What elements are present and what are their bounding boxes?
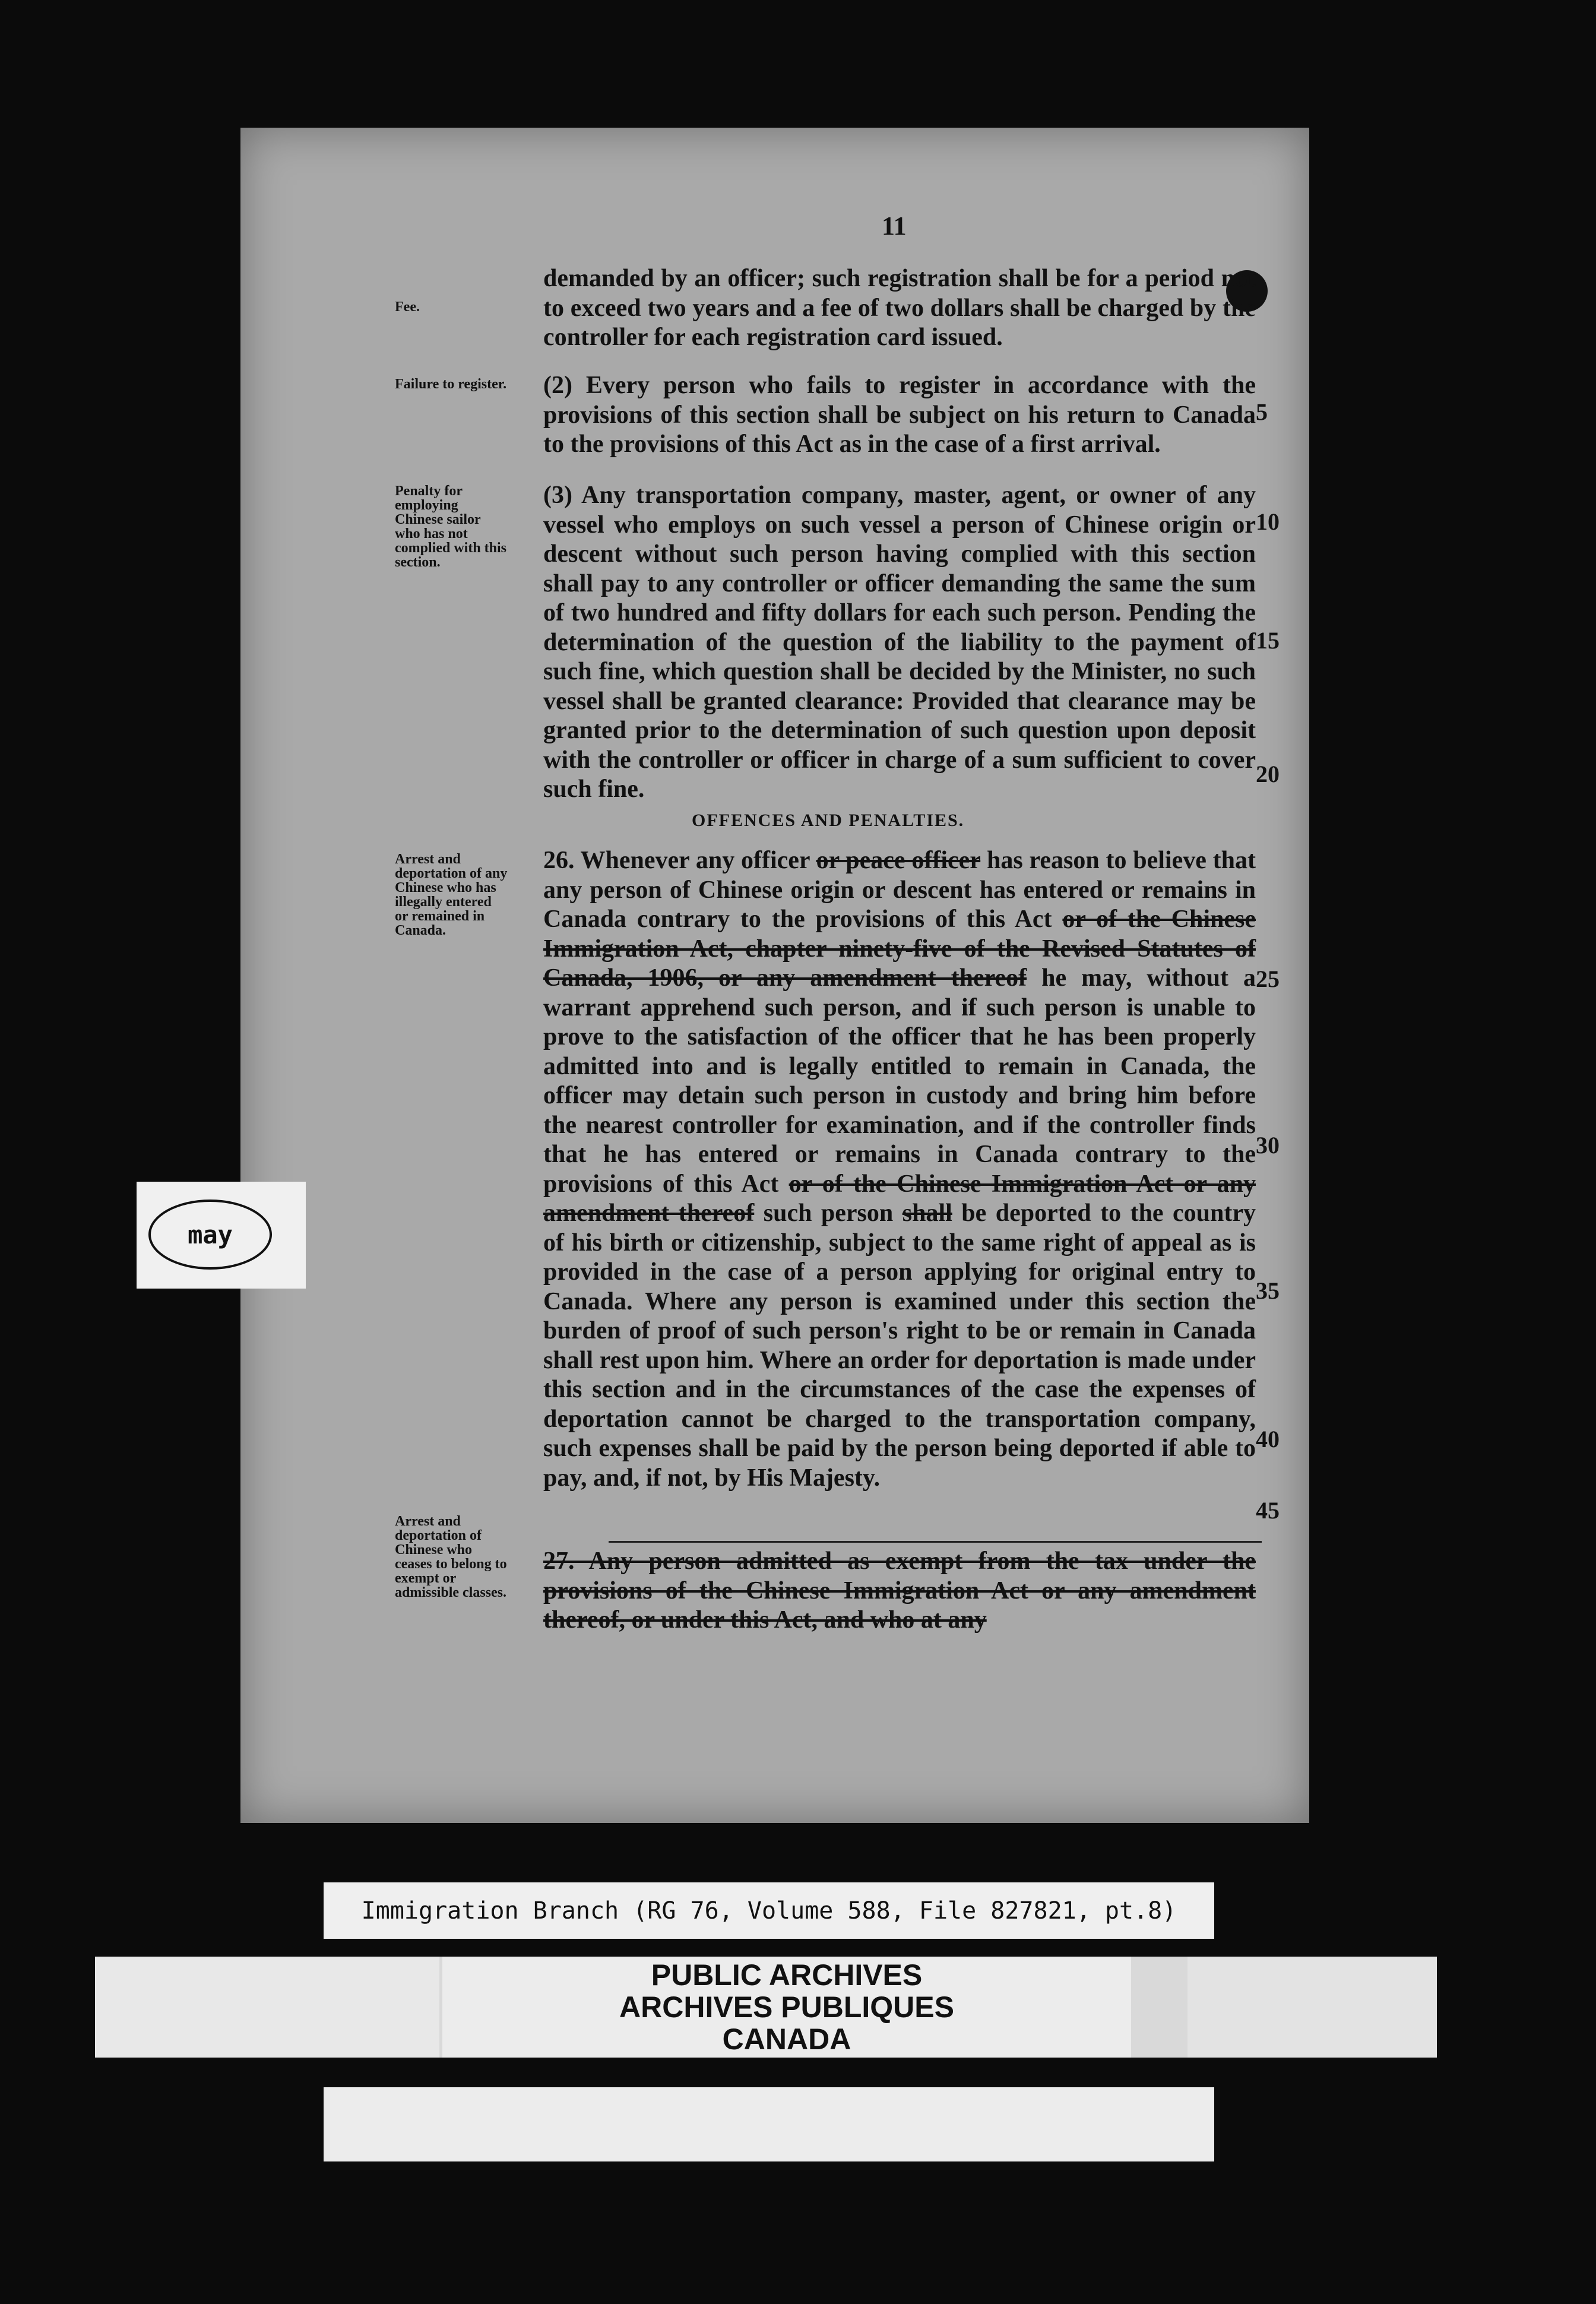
paragraph-section-26 xyxy=(543,846,1256,1493)
struck-text: shall xyxy=(902,1200,952,1227)
blank-label-strip xyxy=(324,2087,1214,2161)
archive-line-3: CANADA xyxy=(722,2023,851,2056)
archive-line-2: ARCHIVES PUBLIQUES xyxy=(619,1990,954,2024)
archive-bar-left xyxy=(95,1957,439,2058)
line-number: 10 xyxy=(1256,508,1280,535)
paragraph-registration: demanded by an officer; such registration shall be for a period not to exceed two years and a fee of two dollars shall be charged by the controller for each registration card issued. xyxy=(543,265,1256,351)
paragraph-section-27-struck: 27. Any person admitted as exempt from the tax under the provisions of the Chinese Immigration Act or any amendment thereof, or under this Act, and who at any xyxy=(543,1547,1256,1634)
ink-rule-line xyxy=(609,1541,1262,1543)
archive-bar-right xyxy=(1188,1957,1437,2058)
paragraph-failure: (2) Every person who fails to register in accordance with the provisions of this section shall be subject on his return to Canada to the provisions of this Act as in the case of a first arrival. xyxy=(543,372,1256,458)
handwritten-may: may xyxy=(148,1200,272,1270)
struck-text: or of the Chinese Immigration Act, chapter ninety-five of the Revised Statutes of Canada, 1906, or any amendment thereof xyxy=(543,906,1256,992)
margin-note-fee: Fee. xyxy=(395,299,420,315)
margin-note-failure: Failure to register. xyxy=(395,376,507,392)
line-number: 35 xyxy=(1256,1277,1280,1304)
page-number: 11 xyxy=(882,211,907,240)
struck-text: or of the Chinese Immigration Act or any amendment thereof xyxy=(543,1170,1256,1227)
archive-stamp xyxy=(442,1957,1131,2058)
section-26-text-b: has reason to believe that any person of Chinese origin or descent has entered or remains in Canada contrary to the provisions of this Act xyxy=(543,847,1256,933)
section-26-text-a: 26. Whenever any officer xyxy=(543,847,810,874)
section-26-text-c: he may, without a warrant apprehend such person, and if such person is unable to prove to the satisfaction of the officer that he has been properly admitted into and is legally entitled to remain in Canada, the officer may detain such person in custody and bring him before the nearest controller for examination, and if the controller finds that he has entered or remains in Canada contrary to the provisions of this Act xyxy=(543,964,1256,1198)
line-number: 15 xyxy=(1256,627,1280,654)
document-page xyxy=(188,128,1309,1823)
archive-line-1: PUBLIC ARCHIVES xyxy=(651,1958,923,1992)
line-number: 20 xyxy=(1256,761,1280,787)
section-26-text-e: be deported to the country of his birth or citizenship, subject to the same right of appeal as is provided in the case of a person applying for original entry to Canada. Where any person is examined under this section the burden of proof of such person's right to be or remain in Canada shall rest upon him. Where an order for deportation is made under this section and in the circumstances of the case the expenses of deportation cannot be charged to the transportation company, such expenses shall be paid by the person being deported if able to pay, and, if not, by His Majesty. xyxy=(543,1200,1256,1492)
line-number: 45 xyxy=(1256,1497,1280,1524)
archive-reference-label: Immigration Branch (RG 76, Volume 588, File 827821, pt.8) xyxy=(324,1882,1214,1939)
archive-stamp-bar xyxy=(95,1957,1437,2058)
line-number: 5 xyxy=(1256,398,1268,425)
margin-note-arrest-exempt: Arrest and deportation of Chinese who ceases to belong to exempt or admissible classes. xyxy=(395,1514,507,1600)
section-heading: OFFENCES AND PENALTIES. xyxy=(692,811,965,830)
margin-note-arrest: Arrest and deportation of any Chinese who has illegally entered or remained in Canada. xyxy=(395,852,508,938)
margin-note-penalty: Penalty for employing Chinese sailor who has not complied with this section. xyxy=(395,483,507,570)
handwritten-annotation xyxy=(137,1182,306,1289)
line-number: 25 xyxy=(1256,966,1280,992)
struck-text: or peace officer xyxy=(816,847,981,874)
line-number: 40 xyxy=(1256,1426,1280,1452)
section-26-text-d: such person xyxy=(763,1200,894,1227)
line-number: 30 xyxy=(1256,1132,1280,1159)
paragraph-penalty: (3) Any transportation company, master, agent, or owner of any vessel who employs on such vessel a person of Chinese origin or descent without such person having complied with this section shall pay to any controller or officer demanding the same the sum of two hundred and fifty dollars for each such person. Pending the determination of the question of the liability to the payment of such fine, which question shall be decided by the Minister, no such vessel shall be granted clearance: Provided that clearance may be granted prior to the determination of such question upon deposit with the controller or officer in charge of a sum sufficient to cover such fine. xyxy=(543,482,1256,803)
